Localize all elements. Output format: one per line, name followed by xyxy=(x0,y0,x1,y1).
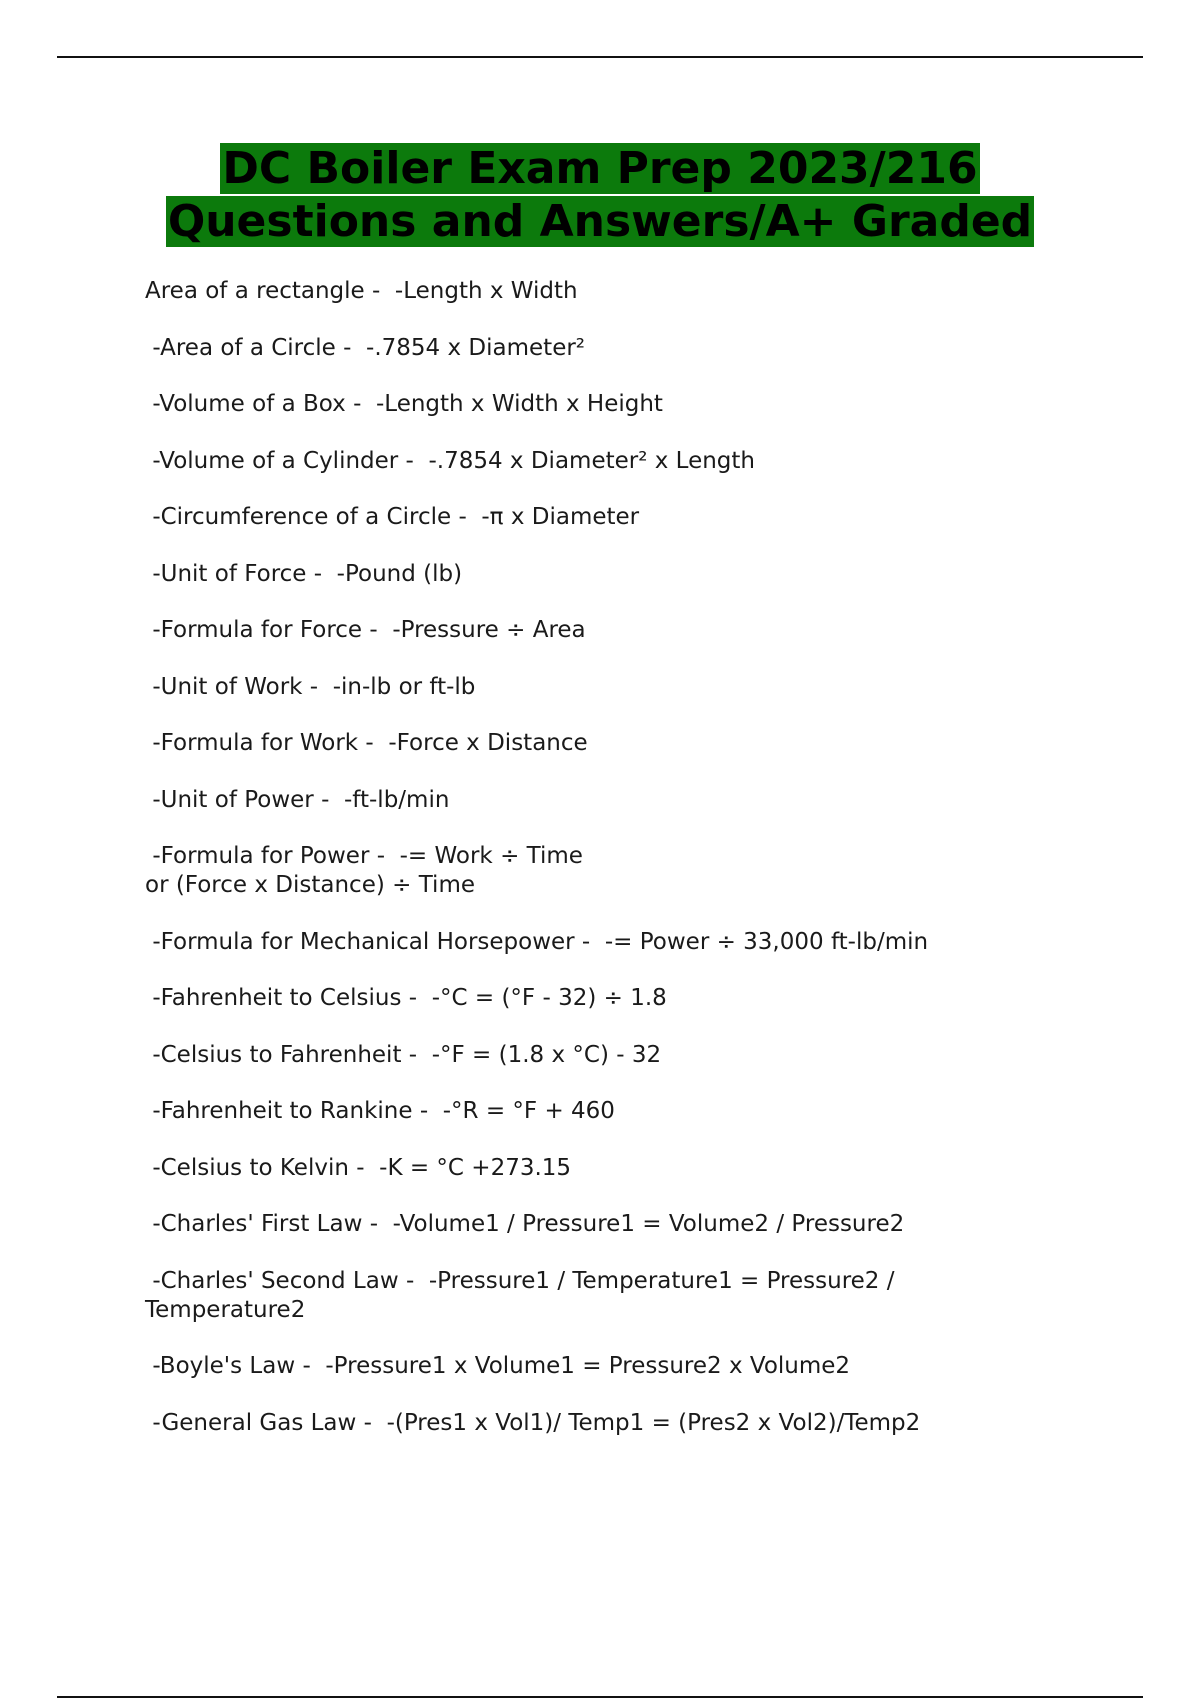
qa-item: -Formula for Force - -Pressure ÷ Area xyxy=(145,617,586,643)
qa-list xyxy=(145,277,1065,1465)
qa-item: -Unit of Power - -ft-lb/min xyxy=(145,786,450,813)
qa-item: -Circumference of a Circle - -π x Diameter xyxy=(145,504,640,530)
title-line-2: Questions and Answers/A+ Graded xyxy=(167,196,1033,247)
qa-item: -Unit of Work - -in-lb or ft-lb xyxy=(145,673,476,700)
qa-item: -Celsius to Kelvin - -K = °C +273.15 xyxy=(145,1154,572,1181)
qa-item: -Fahrenheit to Celsius - -°C = (°F - 32) ÷ 1.8 xyxy=(145,985,667,1011)
qa-item: Area of a rectangle - -Length x Width xyxy=(145,278,578,304)
qa-item: -Formula for Power - -= Work ÷ Time or (Force x Distance) ÷ Time xyxy=(145,843,583,898)
qa-item: -General Gas Law - -(Pres1 x Vol1)/ Temp1 = (Pres2 x Vol2)/Temp2 xyxy=(145,1409,921,1436)
top-divider xyxy=(57,56,1143,58)
qa-item: -Charles' First Law - -Volume1 / Pressure1 = Volume2 / Pressure2 xyxy=(145,1211,905,1237)
document-title xyxy=(0,142,1200,248)
qa-item: -Fahrenheit to Rankine - -°R = °F + 460 xyxy=(145,1098,615,1124)
bottom-divider xyxy=(57,1696,1143,1698)
qa-item: -Unit of Force - -Pound (lb) xyxy=(145,560,463,587)
qa-item: -Formula for Work - -Force x Distance xyxy=(145,730,588,756)
qa-item: -Volume of a Box - -Length x Width x Height xyxy=(145,391,663,417)
qa-item: -Area of a Circle - -.7854 x Diameter² xyxy=(145,334,586,361)
qa-item: -Celsius to Fahrenheit - -°F = (1.8 x °C) - 32 xyxy=(145,1041,662,1068)
qa-item: -Volume of a Cylinder - -.7854 x Diameter² x Length xyxy=(145,447,756,474)
title-line-1: DC Boiler Exam Prep 2023/216 xyxy=(222,143,978,194)
qa-item: -Formula for Mechanical Horsepower - -= Power ÷ 33,000 ft-lb/min xyxy=(145,928,929,955)
qa-item: -Boyle's Law - -Pressure1 x Volume1 = Pressure2 x Volume2 xyxy=(145,1353,851,1379)
qa-item: -Charles' Second Law - -Pressure1 / Temperature1 = Pressure2 / Temperature2 xyxy=(145,1267,895,1323)
